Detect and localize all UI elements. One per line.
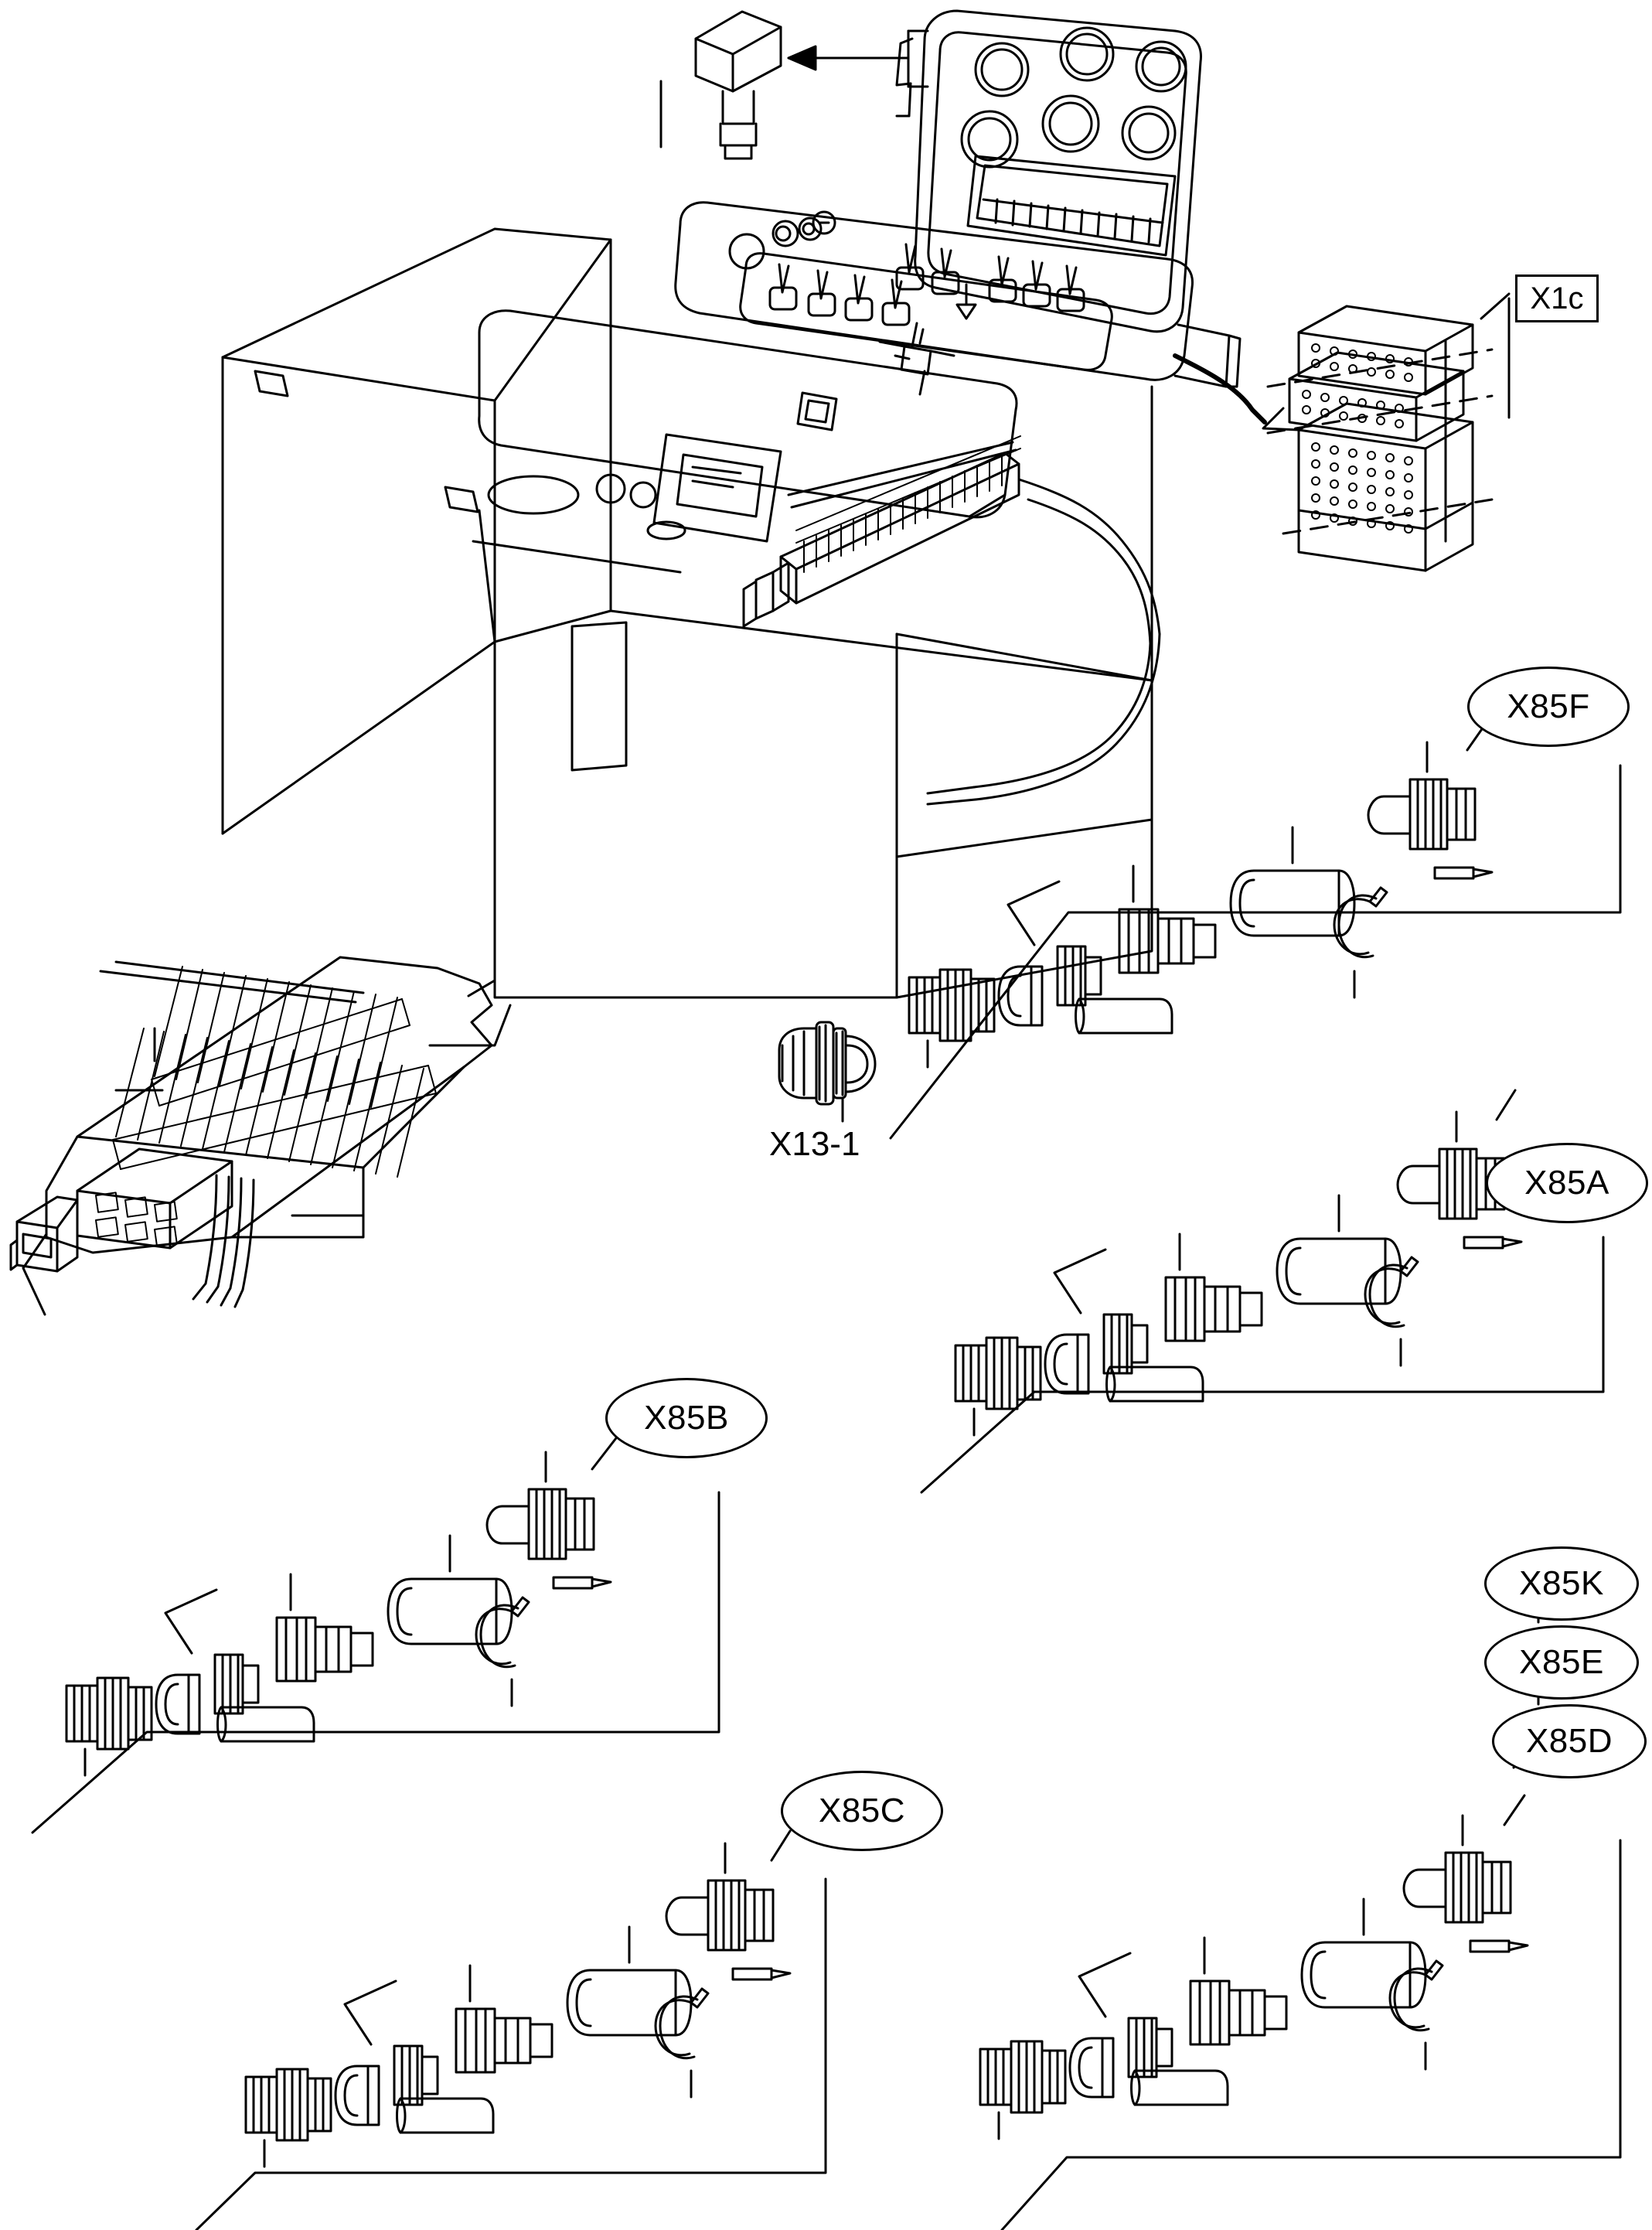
- callout-x85f-label: X85F: [1507, 687, 1590, 725]
- callout-x85f[interactable]: [1467, 667, 1630, 747]
- connector-kit-x85b: [32, 1435, 719, 1833]
- callout-x1c-label: X1c: [1530, 281, 1584, 315]
- callout-x85d-label: X85D: [1525, 1722, 1613, 1760]
- callout-x85b-label: X85B: [644, 1399, 729, 1437]
- callout-x85e-label: X85E: [1519, 1643, 1604, 1681]
- callout-x85d[interactable]: [1492, 1704, 1647, 1778]
- callout-x85a-label: X85A: [1524, 1164, 1609, 1202]
- callout-x85k[interactable]: [1484, 1546, 1639, 1621]
- callout-x85a[interactable]: [1486, 1143, 1648, 1223]
- connector-kit-x85a: [921, 1090, 1603, 1492]
- x1c-terminal-block: [1263, 294, 1509, 571]
- callout-x85c[interactable]: [781, 1771, 943, 1851]
- callout-x1c[interactable]: [1515, 274, 1599, 322]
- connector-kit-x85c: [196, 1831, 826, 2230]
- callout-x13-1-label: X13-1: [769, 1125, 860, 1163]
- callout-x85k-label: X85K: [1519, 1564, 1604, 1602]
- callout-x85e[interactable]: [1484, 1625, 1639, 1700]
- callout-x85c-label: X85C: [818, 1792, 906, 1829]
- detached-knob-cap: [661, 12, 928, 159]
- connector-x13-1: [779, 1022, 875, 1121]
- console-harness-connector: [744, 436, 1020, 626]
- callout-x85b[interactable]: [605, 1378, 768, 1458]
- callout-x13-1[interactable]: [769, 1125, 860, 1164]
- connector-kit-x85f: [891, 719, 1620, 1138]
- terminal-strip-assembly: [11, 957, 510, 1314]
